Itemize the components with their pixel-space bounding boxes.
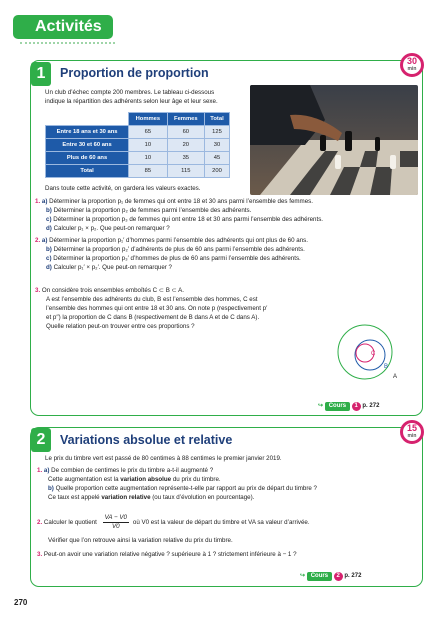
question-3 — [35, 286, 335, 331]
verify-text: Vérifier que l’on retrouve ainsi la variation relative du prix du timbre. — [48, 537, 233, 544]
table-cell: 60 — [167, 126, 204, 139]
course-number: 1 — [352, 402, 361, 411]
term-bold: variation relative — [101, 494, 151, 501]
item-text: du prix du timbre. — [171, 476, 221, 483]
fraction — [103, 514, 129, 531]
q3-line: l’ensemble des hommes qui ont entre 18 et 30 ans. On note p (respectivement p′ — [46, 305, 268, 312]
item-letter: c) — [46, 255, 52, 262]
chess-photo-art — [250, 85, 418, 195]
set-a-label: A — [393, 374, 398, 380]
item-letter: a) — [43, 467, 50, 474]
question-1 — [35, 197, 415, 233]
row-header: Total — [46, 165, 129, 178]
course-page: p. 272 — [362, 403, 380, 409]
item-text: Déterminer la proportion p₃′ d’hommes de plus de 60 ans parmi l’ensemble des adhérents. — [53, 255, 301, 262]
fraction-numerator: VA − V0 — [104, 514, 127, 521]
item-text: (ou taux d’évolution en pourcentage). — [150, 494, 255, 501]
question-number: 3. — [37, 551, 43, 558]
item-letter: d) — [46, 225, 52, 232]
activity-title-2: Variations absolue et relative — [60, 433, 233, 447]
table-cell: 65 — [129, 126, 168, 139]
table-cell: 35 — [167, 152, 204, 165]
col-header: Hommes — [129, 113, 168, 126]
course-link-2[interactable] — [300, 572, 361, 581]
timer-value: 30 — [406, 56, 417, 66]
item-letter: b) — [46, 207, 52, 214]
question-number: 1. — [37, 467, 43, 474]
question-number: 2. — [35, 237, 41, 244]
intro-line-2: indique la répartition des adhérents selon leur âge et leur sexe. — [45, 98, 218, 105]
item-text: Calculer p₁ × p₂. Que peut-on remarquer ? — [53, 225, 170, 232]
fraction-denominator: V0 — [111, 523, 120, 530]
table-cell: 85 — [129, 165, 168, 178]
question-2-1 — [37, 466, 417, 502]
question-number: 1. — [35, 198, 41, 205]
activity-card-2 — [30, 427, 423, 587]
page-number: 270 — [14, 598, 28, 607]
question-2-3 — [37, 550, 417, 559]
chess-photo — [250, 85, 418, 195]
item-text: De combien de centimes le prix du timbre a-t-il augmenté ? — [51, 467, 214, 474]
col-header: Total — [204, 113, 229, 126]
item-text: Quelle proportion cette augmentation représente-t-elle par rapport au prix de départ du timbre ? — [55, 485, 317, 492]
item-letter: d) — [46, 264, 52, 271]
section-badge: Activités — [13, 15, 113, 39]
item-letter: c) — [46, 216, 52, 223]
q3-line: Quelle relation peut-on trouver entre ces proportions ? — [46, 323, 195, 330]
question-number: 2. — [37, 519, 43, 526]
item-text: Calculer p₁′ × p₂′. Que peut-on remarquer ? — [53, 264, 172, 271]
arrow-icon: ↪ — [318, 403, 324, 409]
set-c-label: C — [371, 351, 376, 357]
course-chip: Cours — [307, 572, 332, 581]
q3-line: On considère trois ensembles emboîtés C ⊂ B ⊂ A. — [41, 287, 184, 294]
table-cell: 20 — [167, 139, 204, 152]
membership-table — [45, 112, 230, 178]
activity-number-2: 2 — [31, 428, 51, 452]
term-bold: variation absolue — [120, 476, 172, 483]
timer-unit: min — [407, 66, 417, 72]
timer-badge-2 — [400, 420, 424, 444]
timer-badge-1 — [400, 53, 424, 77]
note-text: Dans toute cette activité, on gardera les valeurs exactes. — [45, 185, 201, 192]
nested-sets-diagram — [330, 320, 400, 380]
course-chip: Cours — [325, 402, 350, 411]
item-text: Déterminer la proportion p₂ de femmes parmi l’ensemble des adhérents. — [53, 207, 252, 214]
section-underline — [20, 42, 115, 44]
item-text: Ce taux est appelé — [48, 494, 102, 501]
item-text: Déterminer la proportion p₁ de femmes qui ont entre 18 et 30 ans parmi l’ensemble des femmes. — [49, 198, 313, 205]
item-letter: b) — [48, 485, 54, 492]
item-text: Peut-on avoir une variation relative négative ? supérieure à 1 ? strictement inférieure à − 1 ? — [43, 551, 297, 558]
item-text: Déterminer la proportion p₃ de femmes qui ont entre 18 et 30 ans parmi l’ensemble des adhérents. — [53, 216, 324, 223]
table-cell: 10 — [129, 139, 168, 152]
activity-title-1: Proportion de proportion — [60, 66, 209, 80]
activity-number-1: 1 — [31, 62, 51, 86]
row-header: Plus de 60 ans — [46, 152, 129, 165]
table-cell: 125 — [204, 126, 229, 139]
item-text: Calculer le quotient — [43, 519, 97, 526]
table-cell: 45 — [204, 152, 229, 165]
set-b-label: B — [384, 364, 389, 370]
question-2-2 — [37, 514, 417, 531]
item-text: où V0 est la valeur de départ du timbre et VA sa valeur d’arrivée. — [132, 519, 310, 526]
table-cell: 115 — [167, 165, 204, 178]
timer-unit: min — [407, 433, 417, 439]
arrow-icon: ↪ — [300, 573, 306, 579]
course-link-1[interactable] — [318, 402, 379, 411]
intro-text-2: Le prix du timbre vert est passé de 80 centimes à 88 centimes le premier janvier 2019. — [45, 455, 282, 462]
col-header: Femmes — [167, 113, 204, 126]
item-letter: a) — [41, 198, 48, 205]
row-header: Entre 18 ans et 30 ans — [46, 126, 129, 139]
item-text: Déterminer la proportion p₂′ d’adhérents de plus de 60 ans parmi l’ensemble des adhérents. — [53, 246, 305, 253]
item-letter: a) — [41, 237, 48, 244]
item-letter: b) — [46, 246, 52, 253]
question-2 — [35, 236, 415, 272]
q3-line: A est l’ensemble des adhérents du club, B est l’ensemble des hommes, C est — [46, 296, 258, 303]
timer-value: 15 — [406, 423, 417, 433]
q3-line: et p′′) la proportion de C dans B (respectivement de B dans A et de C dans A). — [46, 314, 260, 321]
table-cell: 10 — [129, 152, 168, 165]
intro-line-1: Un club d’échec compte 200 membres. Le tableau ci-dessous — [45, 89, 215, 96]
question-number: 3. — [35, 287, 41, 294]
table-cell: 200 — [204, 165, 229, 178]
table-cell: 30 — [204, 139, 229, 152]
course-number: 2 — [334, 572, 343, 581]
item-text: Déterminer la proportion p₁′ d’hommes parmi l’ensemble des adhérents qui ont plus de 60 ans. — [49, 237, 308, 244]
course-page: p. 272 — [344, 573, 362, 579]
row-header: Entre 30 et 60 ans — [46, 139, 129, 152]
item-text: Cette augmentation est la — [48, 476, 121, 483]
